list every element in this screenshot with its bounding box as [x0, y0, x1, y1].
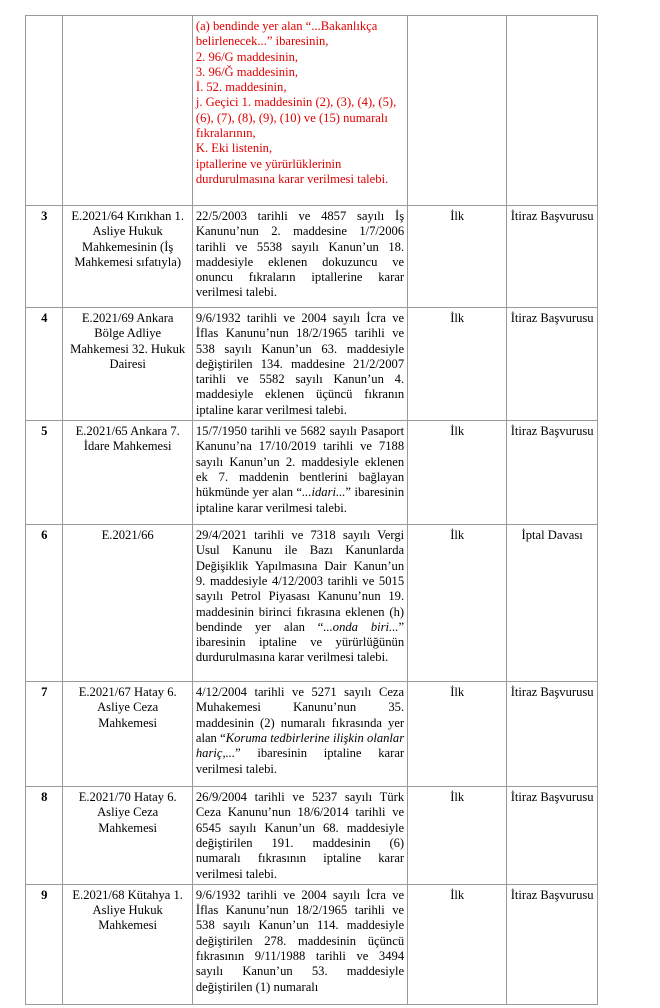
- desc-line: K. Eki listenin,: [195, 141, 273, 156]
- stage-cell: İlk: [408, 421, 507, 525]
- desc-line: iptallerine ve yürürlüklerinin: [195, 156, 342, 171]
- desc-line: j. Geçici 1. maddesinin (2), (3), (4), (5),: [195, 95, 397, 110]
- court-cell: E.2021/65 Ankara 7. İdare Mahkemesi: [63, 421, 192, 525]
- request-description: [192, 16, 407, 206]
- request-description: 9/6/1932 tarihli ve 2004 sayılı İcra ve İflas Kanunu’nun 18/2/1965 tarihli ve 538 sayılı Kanun’un 63. maddesiyle değiştirilen 134. maddesine 21/2/2007 tarihli ve 5582 sayılı Kanun’un 4. maddesiyle eklenen üçüncü fıkranın iptaline karar verilmesi talebi.: [192, 308, 407, 421]
- request-description: 26/9/2004 tarihli ve 5237 sayılı Türk Ceza Kanunu’nun 18/6/2014 tarihli ve 6545 sayılı Kanun’un 68. maddesiyle değiştirilen 191. maddesinin (6) numaralı fıkrasının iptaline karar verilmesi talebi.: [192, 787, 407, 885]
- court-cell: E.2021/64 Kırıkhan 1. Asliye Hukuk Mahkemesinin (İş Mahkemesi sıfatıyla): [63, 206, 192, 308]
- desc-line: fıkralarının,: [195, 126, 256, 141]
- row-number: 5: [26, 421, 63, 525]
- request-description: [192, 421, 407, 525]
- desc-line: 3. 96/Ğ maddesinin,: [195, 64, 299, 79]
- court-cell: E.2021/69 Ankara Bölge Adliye Mahkemesi 32. Hukuk Dairesi: [63, 308, 192, 421]
- application-type-cell: İtiraz Başvurusu: [507, 682, 598, 787]
- stage-cell: İlk: [408, 787, 507, 885]
- request-description: [192, 682, 407, 787]
- desc-line: (a) bendinde yer alan “...Bakanlıkça: [195, 19, 378, 33]
- table-row: [26, 421, 598, 525]
- court-cell: E.2021/70 Hatay 6. Asliye Ceza Mahkemesi: [63, 787, 192, 885]
- table-row: [26, 787, 598, 885]
- request-description: 9/6/1932 tarihli ve 2004 sayılı İcra ve İflas Kanunu’nun 18/2/1965 tarihli ve 538 sayılı Kanun’un 114. maddesiyle değiştirilen 278. maddesinin üçüncü fıkrasının 9/11/1988 tarihli ve 3494 sayılı Kanun’un 53. maddesiyle değiştirilen (1) numaralı: [192, 884, 407, 1004]
- court-cell: E.2021/66: [63, 525, 192, 682]
- table-row: [26, 308, 598, 421]
- stage-cell: İlk: [408, 682, 507, 787]
- table-row: [26, 16, 598, 206]
- row-number: [26, 16, 63, 206]
- desc-text: 29/4/2021 tarihli ve 7318 sayılı Vergi Usul Kanunu ile Bazı Kanunlarda Değişiklik Yapılmasına Dair Kanun’un 9. maddesiyle 4/12/2003 tarihli ve 5015 sayılı Petrol Piyasası Kanunu’nun 19. maddesinin birinci fıkrasına eklenen (h) bendinde yer alan “: [195, 528, 405, 634]
- table-row: [26, 884, 598, 1004]
- table-row: [26, 525, 598, 682]
- quoted-phrase: ...idari...: [302, 485, 346, 500]
- application-type-cell: İtiraz Başvurusu: [507, 787, 598, 885]
- request-description: [192, 525, 407, 682]
- row-number: 4: [26, 308, 63, 421]
- row-number: 3: [26, 206, 63, 308]
- desc-text: 15/7/1950 tarihli ve 5682 sayılı Pasaport Kanunu’na 17/10/2019 tarihli ve 7188 sayılı Kanun’un 2. maddesiyle eklenen ek 7. maddenin bentlerini bağlayan hükmünde yer alan “: [195, 424, 405, 500]
- application-type-cell: İtiraz Başvurusu: [507, 206, 598, 308]
- table-row: [26, 206, 598, 308]
- desc-line: İ. 52. maddesinin,: [195, 80, 287, 95]
- quoted-phrase: Koruma tedbirlerine ilişkin olanlar hariç,...: [195, 730, 405, 761]
- application-type-cell: İptal Davası: [507, 525, 598, 682]
- desc-line: 2. 96/G maddesinin,: [195, 49, 299, 64]
- table-row: [26, 682, 598, 787]
- row-number: 9: [26, 884, 63, 1004]
- desc-text: ” ibaresinin iptaline karar verilmesi talebi.: [195, 746, 405, 776]
- desc-line: belirlenecek...” ibaresinin,: [195, 34, 329, 49]
- row-number: 8: [26, 787, 63, 885]
- case-agenda-table: [25, 15, 598, 1005]
- desc-text: ” ibaresinin iptaline ve yürürlüğünün durdurulmasına karar verilmesi talebi.: [195, 619, 405, 665]
- stage-cell: İlk: [408, 308, 507, 421]
- court-cell: [63, 16, 192, 206]
- desc-text: 4/12/2004 tarihli ve 5271 sayılı Ceza Muhakemesi Kanunu’nun 35. maddesinin (2) numaralı fıkrasında yer alan “: [195, 685, 405, 745]
- desc-line: durdurulmasına karar verilmesi talebi.: [195, 171, 389, 186]
- application-type-cell: İtiraz Başvurusu: [507, 421, 598, 525]
- quoted-phrase: ...onda biri...: [323, 619, 399, 634]
- stage-cell: İlk: [408, 206, 507, 308]
- desc-text: ” ibaresinin iptaline karar verilmesi talebi.: [195, 485, 405, 515]
- row-number: 6: [26, 525, 63, 682]
- application-type-cell: İtiraz Başvurusu: [507, 884, 598, 1004]
- application-type-cell: [507, 16, 598, 206]
- request-description: 22/5/2003 tarihli ve 4857 sayılı İş Kanunu’nun 2. maddesine 1/7/2006 tarihli ve 5538 sayılı Kanun’un 18. maddesiyle eklenen dokuzuncu ve onuncu fıkraların iptallerine karar verilmesi talebi.: [192, 206, 407, 308]
- stage-cell: İlk: [408, 884, 507, 1004]
- application-type-cell: İtiraz Başvurusu: [507, 308, 598, 421]
- stage-cell: [408, 16, 507, 206]
- row-number: 7: [26, 682, 63, 787]
- stage-cell: İlk: [408, 525, 507, 682]
- court-cell: E.2021/67 Hatay 6. Asliye Ceza Mahkemesi: [63, 682, 192, 787]
- desc-line: (6), (7), (8), (9), (10) ve (15) numaralı: [195, 110, 388, 125]
- court-cell: E.2021/68 Kütahya 1. Asliye Hukuk Mahkemesi: [63, 884, 192, 1004]
